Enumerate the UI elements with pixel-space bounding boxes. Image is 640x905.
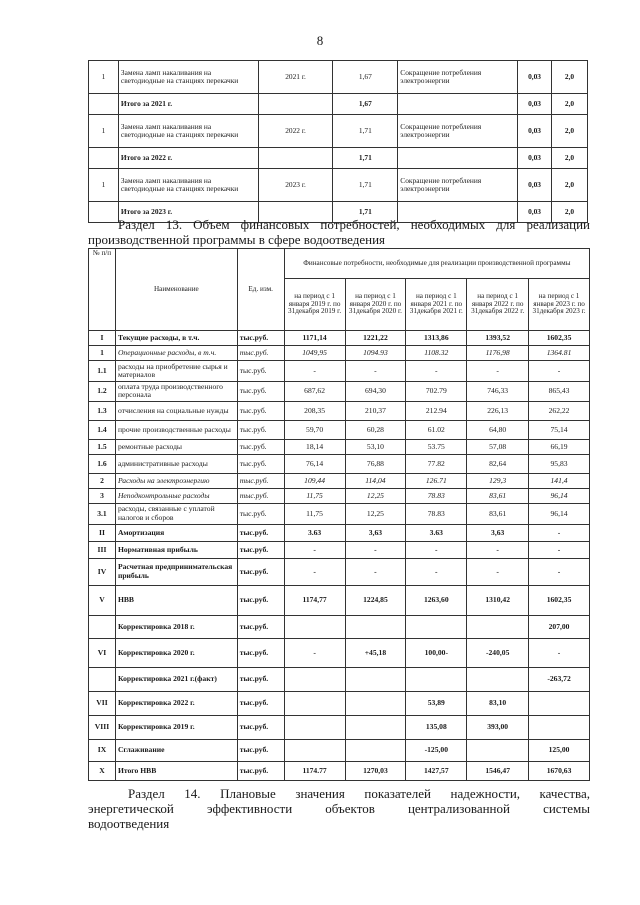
cost-cell: 1,71 [333, 169, 398, 202]
value-cell: 64,80 [467, 420, 529, 439]
table-row [89, 615, 590, 638]
value-cell: 12,25 [345, 488, 406, 503]
table-row [89, 585, 590, 615]
value-cell: 0,03 [518, 148, 552, 169]
unit-cell: тыс.руб. [237, 503, 284, 524]
row-number: 1 [89, 61, 119, 94]
value-cell: 0,03 [518, 202, 552, 223]
cost-cell: 1,71 [333, 115, 398, 148]
value-cell: 0,03 [518, 94, 552, 115]
value-cell: 207,00 [529, 615, 590, 638]
unit-cell: тыс.руб. [237, 439, 284, 454]
row-name: ремонтные расходы [115, 439, 237, 454]
value-cell: 1171,14 [284, 331, 345, 346]
row-name: НВВ [115, 585, 237, 615]
row-name: Корректировка 2018 г. [115, 615, 237, 638]
row-name: оплата труда производственного персонала [115, 382, 237, 402]
value-cell: 2,0 [552, 169, 588, 202]
row-number [89, 94, 119, 115]
value-cell: 11,75 [284, 503, 345, 524]
value-cell: 82,64 [467, 454, 529, 473]
value-cell: - [529, 541, 590, 558]
value-cell: 114,04 [345, 473, 406, 488]
value-cell: -263,72 [529, 667, 590, 691]
row-name: отчисления на социальные нужды [115, 401, 237, 420]
row-number [89, 148, 119, 169]
value-cell: 135,08 [406, 715, 467, 739]
value-cell: 2,0 [552, 202, 588, 223]
value-cell [284, 715, 345, 739]
value-cell: 96,14 [529, 488, 590, 503]
unit-cell: тыс.руб. [237, 615, 284, 638]
value-cell: 96,14 [529, 503, 590, 524]
row-number: VII [89, 691, 116, 715]
cost-cell: 1,71 [333, 148, 398, 169]
measure-name: Итого за 2021 г. [118, 94, 258, 115]
table-row [89, 454, 590, 473]
value-cell: 1221,22 [345, 331, 406, 346]
header-period: на период с 1 января 2022 г. по 31декабря 2022 г. [467, 279, 529, 331]
header-num: № п/п [89, 249, 116, 331]
value-cell: 18,14 [284, 439, 345, 454]
value-cell: - [406, 558, 467, 585]
energy-efficiency-table [88, 60, 588, 223]
value-cell [467, 667, 529, 691]
value-cell: 53,10 [345, 439, 406, 454]
row-number: III [89, 541, 116, 558]
value-cell: - [406, 541, 467, 558]
unit-cell: тыс.руб. [237, 331, 284, 346]
row-name: Корректировка 2019 г. [115, 715, 237, 739]
unit-cell: тыс.руб. [237, 761, 284, 780]
value-cell: - [345, 361, 406, 382]
header-period: на период с 1 января 2021 г. по 31декабря 2021 г. [406, 279, 467, 331]
value-cell: 57,08 [467, 439, 529, 454]
value-cell: 0,03 [518, 61, 552, 94]
row-name: расходы на приобретение сырья и материалов [115, 361, 237, 382]
value-cell: 3,63 [345, 524, 406, 541]
row-number: I [89, 331, 116, 346]
row-name: прочие производственные расходы [115, 420, 237, 439]
value-cell: - [467, 558, 529, 585]
value-cell: 1310,42 [467, 585, 529, 615]
value-cell [529, 691, 590, 715]
measure-name: Замена ламп накаливания на светодиодные на станциях перекачки [118, 169, 258, 202]
unit-cell: тыс.руб. [237, 739, 284, 761]
row-name: Сглаживание [115, 739, 237, 761]
value-cell: 2,0 [552, 61, 588, 94]
table-row [89, 691, 590, 715]
header-name: Наименование [115, 249, 237, 331]
unit-cell: тыс.руб. [237, 524, 284, 541]
value-cell: 393,00 [467, 715, 529, 739]
value-cell: - [467, 361, 529, 382]
row-number: II [89, 524, 116, 541]
value-cell: 208,35 [284, 401, 345, 420]
value-cell [345, 691, 406, 715]
value-cell: 1270,03 [345, 761, 406, 780]
table-row [89, 715, 590, 739]
row-number: 2 [89, 473, 116, 488]
value-cell: - [345, 541, 406, 558]
row-name: Корректировка 2020 г. [115, 638, 237, 667]
row-number: 3 [89, 488, 116, 503]
value-cell: 66,19 [529, 439, 590, 454]
unit-cell: тыс.руб. [237, 667, 284, 691]
row-number: 1 [89, 115, 119, 148]
section-14-heading: Раздел 14. Плановые значения показателей надежности, качества, энергетической эффективности объектов централизованной системы водоотведения [88, 786, 590, 831]
value-cell: 1393,52 [467, 331, 529, 346]
value-cell: 59,70 [284, 420, 345, 439]
year-cell [258, 148, 333, 169]
table-row [89, 761, 590, 780]
value-cell: 76,14 [284, 454, 345, 473]
unit-cell: тыс.руб. [237, 541, 284, 558]
value-cell: - [406, 361, 467, 382]
value-cell: 1670,63 [529, 761, 590, 780]
year-cell: 2022 г. [258, 115, 333, 148]
row-number: 1.6 [89, 454, 116, 473]
value-cell [406, 667, 467, 691]
unit-cell: тыс.руб. [237, 361, 284, 382]
unit-cell: тыс.руб. [237, 346, 284, 361]
value-cell: 141,4 [529, 473, 590, 488]
financial-needs-table [88, 248, 590, 781]
value-cell [467, 615, 529, 638]
row-number: X [89, 761, 116, 780]
year-cell [258, 94, 333, 115]
value-cell: 1049,95 [284, 346, 345, 361]
header-period: на период с 1 января 2023 г. по 31декабря 2023 г. [529, 279, 590, 331]
table-row [89, 94, 588, 115]
measure-name: Итого за 2023 г. [118, 202, 258, 223]
value-cell: 262,22 [529, 401, 590, 420]
value-cell: 83,10 [467, 691, 529, 715]
row-name: Нормативная прибыль [115, 541, 237, 558]
row-name: Текущие расходы, в т.ч. [115, 331, 237, 346]
header-unit: Ед. изм. [237, 249, 284, 331]
value-cell: 3,63 [467, 524, 529, 541]
value-cell: 78.83 [406, 488, 467, 503]
row-number: 3.1 [89, 503, 116, 524]
row-name: Корректировка 2021 г.(факт) [115, 667, 237, 691]
cost-cell: 1,71 [333, 202, 398, 223]
value-cell [284, 691, 345, 715]
row-number: 1.4 [89, 420, 116, 439]
value-cell [406, 615, 467, 638]
row-name: Расходы на электроэнергию [115, 473, 237, 488]
value-cell: 3.63 [284, 524, 345, 541]
row-name: Расчетная предпринимательская прибыль [115, 558, 237, 585]
row-number: VIII [89, 715, 116, 739]
unit-cell: тыс.руб. [237, 638, 284, 667]
row-name: административные расходы [115, 454, 237, 473]
row-number: V [89, 585, 116, 615]
unit-cell: тыс.руб. [237, 715, 284, 739]
unit-cell: тыс.руб. [237, 382, 284, 402]
value-cell: 100,00- [406, 638, 467, 667]
value-cell: - [529, 638, 590, 667]
table-row [89, 439, 590, 454]
page-number: 8 [316, 33, 324, 48]
row-number: 1.2 [89, 382, 116, 402]
value-cell [467, 739, 529, 761]
row-number: 1.3 [89, 401, 116, 420]
value-cell: 2,0 [552, 148, 588, 169]
value-cell: - [284, 541, 345, 558]
value-cell: -240,05 [467, 638, 529, 667]
row-name: Корректировка 2022 г. [115, 691, 237, 715]
value-cell: 1176,98 [467, 346, 529, 361]
table-row [89, 401, 590, 420]
value-cell [284, 615, 345, 638]
row-number [89, 667, 116, 691]
value-cell: 694,30 [345, 382, 406, 402]
value-cell: - [467, 541, 529, 558]
value-cell [345, 615, 406, 638]
row-name: Операционные расходы, в т.ч. [115, 346, 237, 361]
table-row [89, 503, 590, 524]
header-period: на период с 1 января 2019 г. по 31декабря 2019 г. [284, 279, 345, 331]
value-cell: - [529, 361, 590, 382]
unit-cell: тыс.руб. [237, 401, 284, 420]
value-cell: 687,62 [284, 382, 345, 402]
value-cell: 83,61 [467, 488, 529, 503]
table-row [89, 331, 590, 346]
value-cell: 1602,35 [529, 585, 590, 615]
value-cell [529, 715, 590, 739]
value-cell: 3.63 [406, 524, 467, 541]
header-group: Финансовые потребности, необходимые для реализации производственной программы [284, 249, 589, 279]
value-cell: 125,00 [529, 739, 590, 761]
value-cell: - [284, 558, 345, 585]
effect-cell [398, 148, 518, 169]
section-13-heading: Раздел 13. Объем финансовых потребностей, необходимых для реализации производственной программы в сфере водоотведения [88, 217, 590, 247]
value-cell: 129,3 [467, 473, 529, 488]
effect-cell [398, 94, 518, 115]
value-cell: 109,44 [284, 473, 345, 488]
table-row [89, 558, 590, 585]
value-cell: 1364.81 [529, 346, 590, 361]
value-cell: 0,03 [518, 169, 552, 202]
value-cell: 746,33 [467, 382, 529, 402]
value-cell: - [529, 558, 590, 585]
unit-cell: тыс.руб. [237, 488, 284, 503]
table-row [89, 473, 590, 488]
value-cell: 76,88 [345, 454, 406, 473]
value-cell: 77.82 [406, 454, 467, 473]
row-number: 1.5 [89, 439, 116, 454]
value-cell: 53.75 [406, 439, 467, 454]
unit-cell: тыс.руб. [237, 585, 284, 615]
value-cell [345, 739, 406, 761]
value-cell [345, 667, 406, 691]
value-cell: 1546,47 [467, 761, 529, 780]
row-name: Амортизация [115, 524, 237, 541]
table-row [89, 382, 590, 402]
unit-cell: тыс.руб. [237, 691, 284, 715]
row-number: IX [89, 739, 116, 761]
value-cell: 1313,86 [406, 331, 467, 346]
value-cell: 60,28 [345, 420, 406, 439]
value-cell: +45,18 [345, 638, 406, 667]
value-cell: 61.02 [406, 420, 467, 439]
value-cell: 1174,77 [284, 585, 345, 615]
value-cell: 865,43 [529, 382, 590, 402]
year-cell: 2021 г. [258, 61, 333, 94]
table-row [89, 420, 590, 439]
table-row [89, 361, 590, 382]
table-row [89, 541, 590, 558]
year-cell: 2023 г. [258, 169, 333, 202]
value-cell: 1263,60 [406, 585, 467, 615]
table-row [89, 148, 588, 169]
value-cell: 1602,35 [529, 331, 590, 346]
table-row [89, 346, 590, 361]
value-cell [345, 715, 406, 739]
value-cell: 78.83 [406, 503, 467, 524]
value-cell: 1094.93 [345, 346, 406, 361]
measure-name: Замена ламп накаливания на светодиодные на станциях перекачки [118, 61, 258, 94]
value-cell: 11,75 [284, 488, 345, 503]
value-cell: 1224,85 [345, 585, 406, 615]
row-number: 1.1 [89, 361, 116, 382]
value-cell: 75,14 [529, 420, 590, 439]
effect-cell: Сокращение потребления электроэнергии [398, 115, 518, 148]
value-cell [284, 739, 345, 761]
unit-cell: тыс.руб. [237, 454, 284, 473]
value-cell: 1108.32 [406, 346, 467, 361]
row-number [89, 615, 116, 638]
value-cell [284, 667, 345, 691]
row-name: Итого НВВ [115, 761, 237, 780]
measure-name: Замена ламп накаливания на светодиодные на станциях перекачки [118, 115, 258, 148]
value-cell: 1427,57 [406, 761, 467, 780]
value-cell: 702.79 [406, 382, 467, 402]
effect-cell: Сокращение потребления электроэнергии [398, 61, 518, 94]
row-name: Неподконтрольные расходы [115, 488, 237, 503]
table-row [89, 667, 590, 691]
unit-cell: тыс.руб. [237, 473, 284, 488]
cost-cell: 1,67 [333, 61, 398, 94]
measure-name: Итого за 2022 г. [118, 148, 258, 169]
unit-cell: тыс.руб. [237, 558, 284, 585]
value-cell: 0,03 [518, 115, 552, 148]
value-cell: - [345, 558, 406, 585]
row-number: VI [89, 638, 116, 667]
row-number: 1 [89, 169, 119, 202]
value-cell: 95,83 [529, 454, 590, 473]
value-cell: 226,13 [467, 401, 529, 420]
value-cell: 12,25 [345, 503, 406, 524]
value-cell: 2,0 [552, 115, 588, 148]
value-cell: 210,37 [345, 401, 406, 420]
value-cell: - [284, 361, 345, 382]
value-cell: - [284, 638, 345, 667]
value-cell: 212.94 [406, 401, 467, 420]
table-row [89, 61, 588, 94]
value-cell: 1174.77 [284, 761, 345, 780]
value-cell: 126.71 [406, 473, 467, 488]
row-number: 1 [89, 346, 116, 361]
unit-cell: тыс.руб. [237, 420, 284, 439]
table-row [89, 115, 588, 148]
effect-cell: Сокращение потребления электроэнергии [398, 169, 518, 202]
row-number: IV [89, 558, 116, 585]
table-row [89, 488, 590, 503]
header-period: на период с 1 января 2020 г. по 31декабря 2020 г. [345, 279, 406, 331]
table-row [89, 524, 590, 541]
value-cell: -125,00 [406, 739, 467, 761]
cost-cell: 1,67 [333, 94, 398, 115]
value-cell: 83,61 [467, 503, 529, 524]
table-row [89, 169, 588, 202]
table-row [89, 638, 590, 667]
row-name: расходы, связанные с уплатой налогов и сборов [115, 503, 237, 524]
value-cell: 2,0 [552, 94, 588, 115]
value-cell: 53,89 [406, 691, 467, 715]
table-row [89, 739, 590, 761]
value-cell: - [529, 524, 590, 541]
